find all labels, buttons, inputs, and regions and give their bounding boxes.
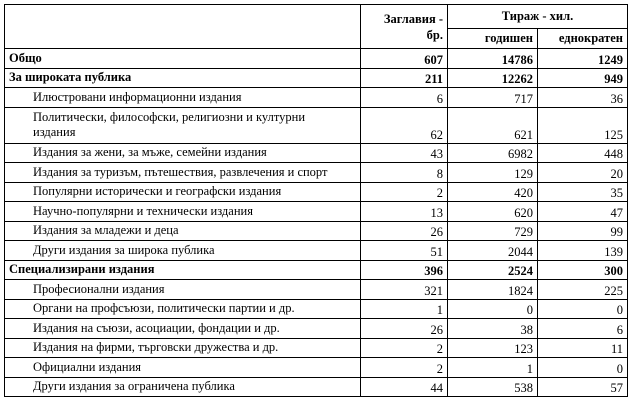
- titles-cell: 321: [361, 280, 448, 300]
- single-cell: 448: [538, 143, 628, 163]
- titles-cell: 43: [361, 143, 448, 163]
- single-cell: 57: [538, 377, 628, 397]
- titles-cell: 396: [361, 260, 448, 280]
- annual-cell: 729: [448, 221, 538, 241]
- table-row: [5, 182, 628, 202]
- annual-cell: 1: [448, 358, 538, 378]
- annual-cell: 6982: [448, 143, 538, 163]
- statistics-table: [4, 4, 628, 397]
- annual-cell: 621: [448, 107, 538, 143]
- titles-cell: 26: [361, 319, 448, 339]
- row-label: Издания на фирми, търговски дружества и др.: [5, 338, 361, 358]
- row-label: Органи на профсъюзи, политически партии и др.: [5, 299, 361, 319]
- single-cell: 0: [538, 358, 628, 378]
- annual-cell: 2524: [448, 260, 538, 280]
- table-row: [5, 107, 628, 143]
- row-label: Издания за жени, за мъже, семейни издания: [5, 143, 361, 163]
- row-label: Други издания за широка публика: [5, 241, 361, 261]
- titles-cell: 26: [361, 221, 448, 241]
- single-cell: 949: [538, 68, 628, 88]
- header-blank-cell: [5, 5, 361, 49]
- titles-cell: 2: [361, 338, 448, 358]
- titles-header-line2: бр.: [426, 27, 443, 42]
- row-label: Издания за туризъм, пътешествия, развлечения и спорт: [5, 163, 361, 183]
- row-label: Популярни исторически и географски издания: [5, 182, 361, 202]
- single-cell: 300: [538, 260, 628, 280]
- titles-header-line1: Заглавия -: [383, 11, 443, 26]
- row-label: Специализирани издания: [5, 260, 361, 280]
- table-row: [5, 377, 628, 397]
- single-cell: 35: [538, 182, 628, 202]
- single-cell: 20: [538, 163, 628, 183]
- single-column-header: еднократен: [538, 29, 628, 49]
- table-row: [5, 358, 628, 378]
- single-cell: 11: [538, 338, 628, 358]
- table-row: [5, 338, 628, 358]
- table-row: [5, 68, 628, 88]
- annual-cell: 0: [448, 299, 538, 319]
- annual-cell: 717: [448, 88, 538, 108]
- table-row: [5, 88, 628, 108]
- single-cell: 125: [538, 107, 628, 143]
- table-row: [5, 241, 628, 261]
- table-row: [5, 49, 628, 69]
- single-cell: 225: [538, 280, 628, 300]
- annual-cell: 38: [448, 319, 538, 339]
- annual-cell: 538: [448, 377, 538, 397]
- annual-cell: 420: [448, 182, 538, 202]
- annual-cell: 1824: [448, 280, 538, 300]
- titles-cell: 6: [361, 88, 448, 108]
- table-row: [5, 260, 628, 280]
- titles-cell: 62: [361, 107, 448, 143]
- single-cell: 0: [538, 299, 628, 319]
- single-cell: 47: [538, 202, 628, 222]
- titles-cell: 44: [361, 377, 448, 397]
- single-cell: 1249: [538, 49, 628, 69]
- single-cell: 139: [538, 241, 628, 261]
- annual-column-header: годишен: [448, 29, 538, 49]
- titles-cell: 51: [361, 241, 448, 261]
- row-label: Официални издания: [5, 358, 361, 378]
- annual-cell: 2044: [448, 241, 538, 261]
- table-row: [5, 299, 628, 319]
- titles-cell: 211: [361, 68, 448, 88]
- annual-cell: 620: [448, 202, 538, 222]
- table-row: [5, 319, 628, 339]
- table-row: [5, 143, 628, 163]
- table-row: [5, 202, 628, 222]
- circulation-header: Тираж - хил.: [448, 5, 628, 29]
- row-label: Професионални издания: [5, 280, 361, 300]
- annual-cell: 129: [448, 163, 538, 183]
- titles-cell: 2: [361, 182, 448, 202]
- row-label: Политически, философски, религиозни и културни издания: [5, 107, 361, 143]
- row-label: Научно-популярни и технически издания: [5, 202, 361, 222]
- single-cell: 6: [538, 319, 628, 339]
- single-cell: 36: [538, 88, 628, 108]
- row-label: Други издания за ограничена публика: [5, 377, 361, 397]
- row-label: Издания за младежи и деца: [5, 221, 361, 241]
- annual-cell: 14786: [448, 49, 538, 69]
- titles-cell: 2: [361, 358, 448, 378]
- titles-cell: 8: [361, 163, 448, 183]
- row-label: Общо: [5, 49, 361, 69]
- single-cell: 99: [538, 221, 628, 241]
- table-row: [5, 280, 628, 300]
- titles-cell: 1: [361, 299, 448, 319]
- row-label: За широката публика: [5, 68, 361, 88]
- table-row: [5, 221, 628, 241]
- table-body: [5, 49, 628, 397]
- annual-cell: 12262: [448, 68, 538, 88]
- titles-cell: 607: [361, 49, 448, 69]
- titles-cell: 13: [361, 202, 448, 222]
- row-label: Илюстровани информационни издания: [5, 88, 361, 108]
- annual-cell: 123: [448, 338, 538, 358]
- table-row: [5, 163, 628, 183]
- row-label: Издания на съюзи, асоциации, фондации и др.: [5, 319, 361, 339]
- titles-column-header: [361, 5, 448, 49]
